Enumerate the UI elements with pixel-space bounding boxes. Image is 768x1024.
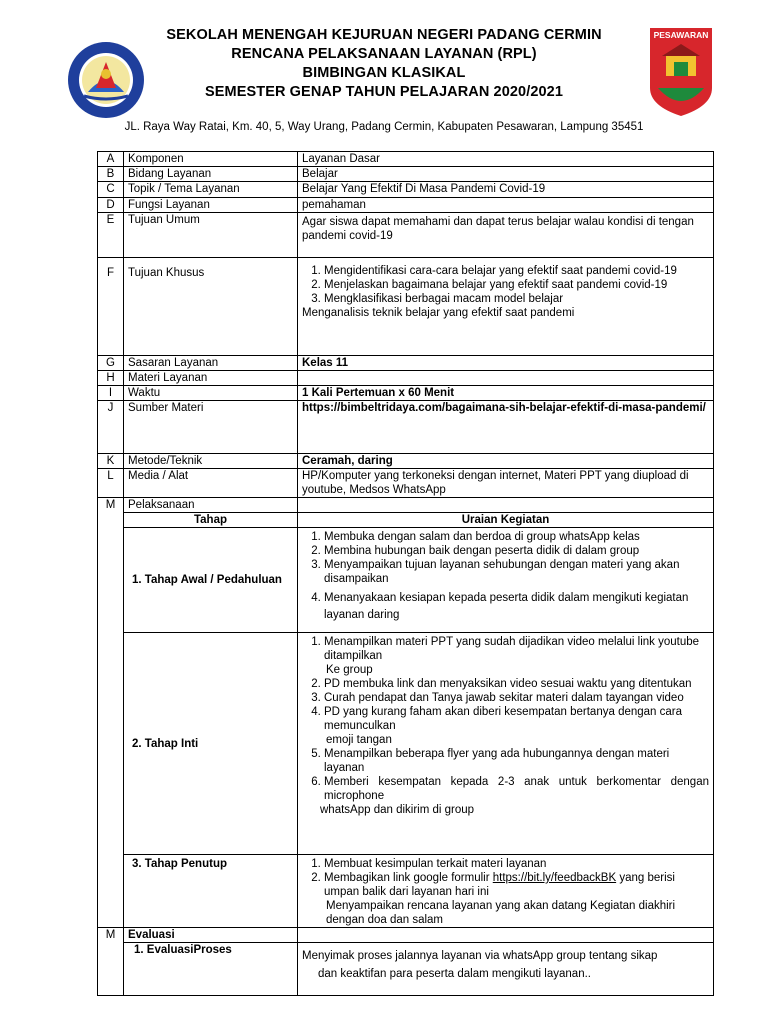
row-code: M bbox=[98, 928, 124, 996]
row-label: Fungsi Layanan bbox=[124, 198, 298, 213]
row-evaluasi bbox=[98, 928, 714, 943]
row-value bbox=[298, 928, 714, 943]
row-value bbox=[298, 258, 714, 356]
list-item: 1. Mengidentifikasi cara-cara belajar yang efektif saat pandemi covid-19 bbox=[324, 264, 709, 278]
row-value: Belajar bbox=[298, 167, 714, 182]
row-label: Metode/Teknik bbox=[124, 454, 298, 469]
list-item-continuation: emoji tangan bbox=[326, 734, 392, 746]
tahap-penutup-content bbox=[298, 855, 714, 928]
row-code: J bbox=[98, 401, 124, 454]
list-item: 5. Menampilkan beberapa flyer yang ada hubungannya dengan materi layanan bbox=[324, 747, 709, 775]
row-g bbox=[98, 356, 714, 371]
school-address: JL. Raya Way Ratai, Km. 40, 5, Way Urang, Padang Cermin, Kabupaten Pesawaran, Lampung 35451 bbox=[124, 121, 644, 133]
list-item: 4. PD yang kurang faham akan diberi kesempatan bertanya dengan cara memunculkan bbox=[324, 705, 709, 733]
evaluasi-proses-content bbox=[298, 943, 714, 996]
row-value: Belajar Yang Efektif Di Masa Pandemi Covid-19 bbox=[298, 182, 714, 198]
row-value: Kelas 11 bbox=[298, 356, 714, 371]
list-item-text: Membagikan link google formulir bbox=[324, 872, 493, 884]
row-code: M bbox=[98, 498, 124, 928]
row-b bbox=[98, 167, 714, 182]
row-code: C bbox=[98, 182, 124, 198]
pelaksanaan-header bbox=[98, 513, 714, 528]
row-code: I bbox=[98, 386, 124, 401]
row-label: Tujuan Umum bbox=[124, 213, 298, 258]
evaluasi-proses-label: 1. EvaluasiProses bbox=[124, 943, 298, 996]
row-k bbox=[98, 454, 714, 469]
row-h bbox=[98, 371, 714, 386]
column-header-tahap: Tahap bbox=[124, 513, 298, 528]
row-value: HP/Komputer yang terkoneksi dengan internet, Materi PPT yang diupload di youtube, Medsos WhatsApp bbox=[298, 469, 714, 498]
row-j bbox=[98, 401, 714, 454]
list-item bbox=[324, 871, 709, 899]
pesawaran-logo-text: PESAWARAN bbox=[653, 30, 709, 40]
row-label: Waktu bbox=[124, 386, 298, 401]
row-label: Sasaran Layanan bbox=[124, 356, 298, 371]
row-c bbox=[98, 182, 714, 198]
evaluasi-text: dan keaktifan para peserta dalam mengikuti layanan.. bbox=[318, 968, 591, 980]
row-value bbox=[298, 498, 714, 513]
tahap-inti-label: 2. Tahap Inti bbox=[124, 633, 298, 855]
row-value: Ceramah, daring bbox=[298, 454, 714, 469]
column-header-uraian: Uraian Kegiatan bbox=[298, 513, 714, 528]
list-item-continuation: Ke group bbox=[326, 664, 373, 676]
document-title: RENCANA PELAKSANAAN LAYANAN (RPL) bbox=[231, 46, 537, 62]
row-value: https://bimbeltridaya.com/bagaimana-sih-belajar-efektif-di-masa-pandemi/ bbox=[298, 401, 714, 454]
row-value bbox=[298, 371, 714, 386]
row-code: H bbox=[98, 371, 124, 386]
tahap-awal-label: 1. Tahap Awal / Pedahuluan bbox=[124, 528, 298, 633]
row-label: Bidang Layanan bbox=[124, 167, 298, 182]
row-code: G bbox=[98, 356, 124, 371]
row-label: Evaluasi bbox=[124, 928, 298, 943]
list-item-extra: Menganalisis teknik belajar yang efektif saat pandemi bbox=[302, 307, 575, 319]
tahap-awal-row bbox=[98, 528, 714, 633]
list-item: 6. Memberi kesempatan kepada 2-3 anak untuk berkomentar dengan microphone bbox=[324, 775, 709, 803]
evaluasi-text: Menyimak proses jalannya layanan via whatsApp group tentang sikap bbox=[302, 950, 658, 962]
semester-line: SEMESTER GENAP TAHUN PELAJARAN 2020/2021 bbox=[204, 84, 563, 100]
list-item-continuation: whatsApp dan dikirim di group bbox=[320, 804, 475, 816]
row-label: Tujuan Khusus bbox=[124, 258, 298, 356]
row-code: D bbox=[98, 198, 124, 213]
list-item: 1. Membuka dengan salam dan berdoa di group whatsApp kelas bbox=[324, 530, 709, 544]
row-l bbox=[98, 469, 714, 498]
row-code: K bbox=[98, 454, 124, 469]
row-f bbox=[98, 258, 714, 356]
list-item: 1. Menampilkan materi PPT yang sudah dijadikan video melalui link youtube ditampilkan bbox=[324, 635, 709, 663]
tahap-penutup-row bbox=[98, 855, 714, 928]
tahap-penutup-label: 3. Tahap Penutup bbox=[124, 855, 298, 928]
tahap-inti-row bbox=[98, 633, 714, 855]
row-value: pemahaman bbox=[298, 198, 714, 213]
row-label: Media / Alat bbox=[124, 469, 298, 498]
list-item: 2. Menjelaskan bagaimana belajar yang efektif saat pandemi covid-19 bbox=[324, 278, 709, 292]
row-code: B bbox=[98, 167, 124, 182]
row-code: A bbox=[98, 152, 124, 167]
list-item: 3. Menyampaikan tujuan layanan sehubungan dengan materi yang akan disampaikan bbox=[324, 558, 709, 586]
tahap-awal-content bbox=[298, 528, 714, 633]
list-item: 1. Membuat kesimpulan terkait materi layanan bbox=[324, 857, 709, 871]
feedback-form-link[interactable]: https://bit.ly/feedbackBK bbox=[492, 872, 617, 884]
row-evaluasi-proses bbox=[98, 943, 714, 996]
rpl-table bbox=[97, 151, 714, 996]
row-m bbox=[98, 498, 714, 513]
row-code: E bbox=[98, 213, 124, 258]
row-i bbox=[98, 386, 714, 401]
list-item: 2. PD membuka link dan menyaksikan video sesuai waktu yang ditentukan bbox=[324, 677, 709, 691]
row-label: Komponen bbox=[124, 152, 298, 167]
row-code: L bbox=[98, 469, 124, 498]
row-value: Layanan Dasar bbox=[298, 152, 714, 167]
list-item: 4. Menanyakaan kesiapan kepada peserta didik dalam mengikuti kegiatan layanan daring bbox=[324, 590, 709, 624]
row-d bbox=[98, 198, 714, 213]
row-a bbox=[98, 152, 714, 167]
row-value: Agar siswa dapat memahami dan dapat terus belajar walau kondisi di tengan pandemi covid-19 bbox=[298, 213, 714, 258]
document-subtitle: BIMBINGAN KLASIKAL bbox=[302, 65, 466, 81]
row-code: F bbox=[98, 258, 124, 356]
row-value: 1 Kali Pertemuan x 60 Menit bbox=[298, 386, 714, 401]
list-item-text: yang berisi umpan balik dari layanan hari ini bbox=[324, 872, 675, 898]
list-item-extra: Menyampaikan rencana layanan yang akan datang Kegiatan diakhiri dengan doa dan salam bbox=[326, 900, 676, 926]
row-label: Topik / Tema Layanan bbox=[124, 182, 298, 198]
row-label: Sumber Materi bbox=[124, 401, 298, 454]
school-name: SEKOLAH MENENGAH KEJURUAN NEGERI PADANG CERMIN bbox=[166, 27, 602, 43]
row-e bbox=[98, 213, 714, 258]
row-label: Materi Layanan bbox=[124, 371, 298, 386]
tahap-inti-content bbox=[298, 633, 714, 855]
document-header bbox=[0, 26, 768, 102]
row-label: Pelaksanaan bbox=[124, 498, 298, 513]
list-item: 3. Curah pendapat dan Tanya jawab sekitar materi dalam tayangan video bbox=[324, 691, 709, 705]
list-item: 2. Membina hubungan baik dengan peserta didik di dalam group bbox=[324, 544, 709, 558]
list-item: 3. Mengklasifikasi berbagai macam model belajar bbox=[324, 292, 709, 306]
